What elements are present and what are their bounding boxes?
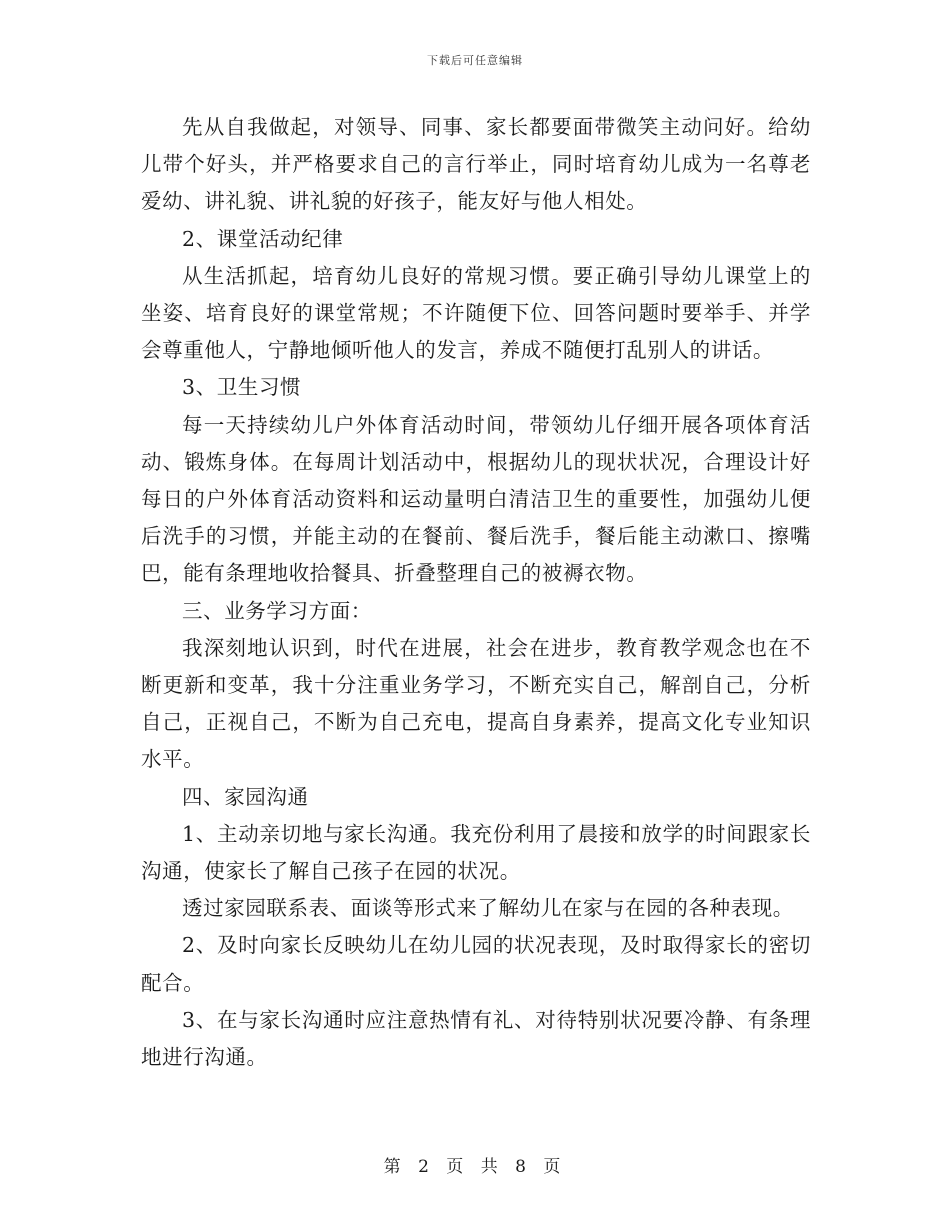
heading-home-school-communication: 四、家园沟通: [182, 784, 309, 809]
page-header: 下载后可任意编辑: [427, 54, 523, 67]
paragraph-communication-1: 1、主动亲切地与家长沟通。我充份利用了晨接和放学的时间跟家长沟通，使家长了解自己孩子在园的状况。: [141, 821, 811, 884]
paragraph-communication-2: 2、及时向家长反映幼儿在幼儿园的状况表现，及时取得家长的密切配合。: [141, 933, 811, 995]
paragraph-intro: 先从自我做起，对领导、同事、家长都要面带微笑主动问好。给幼儿带个好头，并严格要求自己的言行举止，同时培育幼儿成为一名尊老爱幼、讲礼貌、讲礼貌的好孩子，能友好与他人相处。: [141, 115, 811, 214]
paragraph-communication-contact: 透过家园联系表、面谈等形式来了解幼儿在家与在园的各种表现。: [182, 896, 794, 921]
heading-professional-study: 三、业务学习方面：: [182, 598, 372, 623]
paragraph-classroom-discipline: 从生活抓起，培育幼儿良好的常规习惯。要正确引导幼儿课堂上的坐姿、培育良好的课堂常规；不许随便下位、回答问题时要举手、并学会尊重他人，宁静地倾听他人的发言，养成不随便打乱别人的讲话。: [141, 263, 811, 363]
document-body: [141, 109, 811, 1076]
heading-hygiene-habits: 3、卫生习惯: [182, 375, 302, 400]
paragraph-professional-study: 我深刻地认识到，时代在进展，社会在进步，教育教学观念也在不断更新和变革，我十分注重业务学习，不断充实自己，解剖自己，分析自己，正视自己，不断为自己充电，提高自身素养，提高文化专业知识水平。: [141, 635, 811, 772]
paragraph-communication-3: 3、在与家长沟通时应注意热情有礼、对待特别状况要冷静、有条理地进行沟通。: [141, 1007, 811, 1070]
paragraph-hygiene-habits: 每一天持续幼儿户外体育活动时间，带领幼儿仔细开展各项体育活动、锻炼身体。在每周计划活动中，根据幼儿的现状状况，合理设计好每日的户外体育活动资料和运动量明白清洁卫生的重要性，加强幼儿便后洗手的习惯，并能主动的在餐前、餐后洗手，餐后能主动漱口、擦嘴巴，能有条理地收拾餐具、折叠整理自己的被褥衣物。: [141, 412, 811, 586]
heading-classroom-discipline: 2、课堂活动纪律: [182, 226, 344, 251]
page-number: 第 2 页 共 8 页: [383, 1157, 567, 1177]
